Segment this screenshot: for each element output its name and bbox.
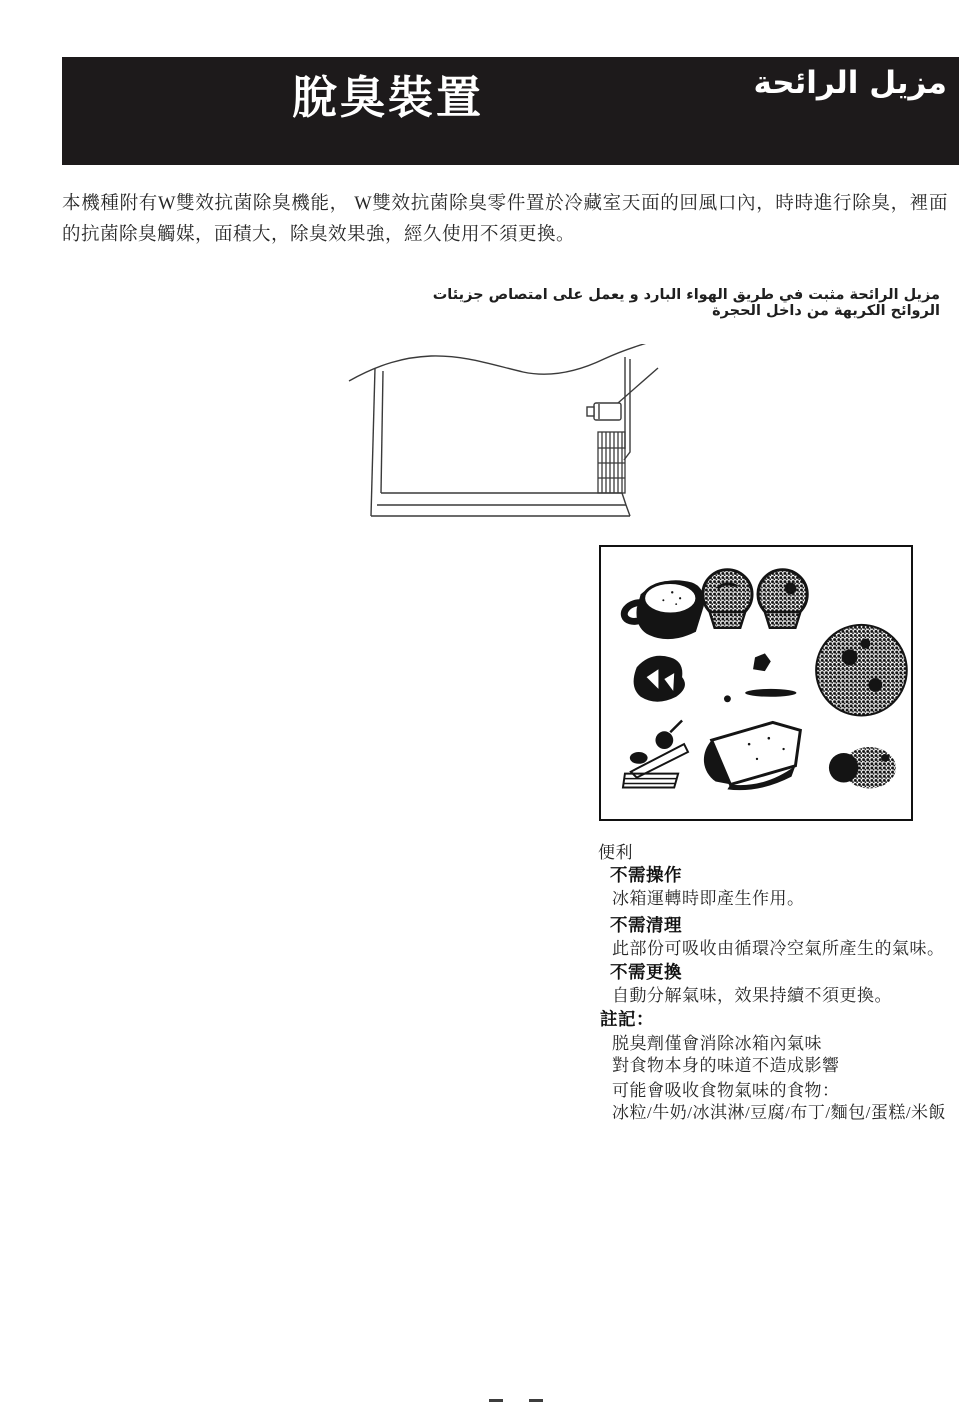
note-absorb-title: 可能會吸收食物氣味的食物： (612, 1081, 840, 1100)
header-bar (62, 57, 959, 165)
cake-slice-illustration (623, 720, 688, 787)
note-line-1: 脱臭劑僅會消除冰箱內氣味 (612, 1034, 822, 1053)
page-title-chinese: 脫臭裝置 (292, 72, 485, 123)
ice-bits-illustration (724, 653, 796, 702)
food-illustrations-box (599, 545, 913, 821)
pudding-cup-2-illustration (758, 570, 807, 628)
bread-loaf-illustration (704, 722, 800, 790)
milk-mug-illustration (622, 580, 704, 639)
rice-ball-illustration (829, 747, 896, 788)
benefit-body-no-cleaning: 此部份可吸收由循環冷空氣所產生的氣味。 (612, 939, 945, 958)
note-line-2: 對食物本身的味道不造成影響 (612, 1056, 840, 1075)
refrigerator-diagram (341, 344, 663, 526)
round-bread-illustration (816, 625, 907, 716)
air-vent-grille (598, 432, 625, 493)
benefit-heading-no-replacement: 不需更換 (610, 962, 682, 982)
page-title-arabic: مزيل الرائحة (753, 65, 947, 101)
left-wall-inner (381, 371, 383, 493)
page-number-dash-right (529, 1399, 543, 1402)
compartment-ceiling-wave (349, 344, 657, 381)
left-wall-outer (371, 368, 375, 516)
shelf-right-end (622, 493, 626, 505)
deodorizer-unit (587, 403, 621, 420)
base-right-end (626, 505, 630, 516)
benefits-label: 便利 (598, 843, 633, 862)
benefit-body-no-operation: 冰箱運轉時即產生作用。 (612, 889, 805, 908)
intro-paragraph: 本機種附有W雙效抗菌除臭機能， W雙效抗菌除臭零件置於冷藏室天面的回風口內，時時進行除臭，裡面的抗菌除臭觸媒，面積大，除臭效果強，經久使用不須更換。 (62, 194, 948, 245)
ice-cream-cup-illustration (634, 656, 685, 702)
compartment-outline (349, 344, 658, 516)
benefit-heading-no-operation: 不需操作 (610, 865, 682, 885)
arabic-caption: مزيل الرائحة مثبت في طريق الهواء البارد و يعمل على امتصاص جزيئات الروائح الكريهة من داخل الحجرة (432, 287, 940, 319)
note-heading: 註記： (600, 1009, 654, 1029)
note-absorb-foods: 冰粒/牛奶/冰淇淋/豆腐/布丁/麵包/蛋糕/米飯 (612, 1103, 947, 1122)
pudding-cup-1-illustration (703, 570, 752, 628)
benefit-heading-no-cleaning: 不需清理 (610, 915, 682, 935)
benefit-body-no-replacement: 自動分解氣味，效果持續不須更換。 (612, 986, 892, 1005)
page-number-dash-left (489, 1399, 503, 1402)
